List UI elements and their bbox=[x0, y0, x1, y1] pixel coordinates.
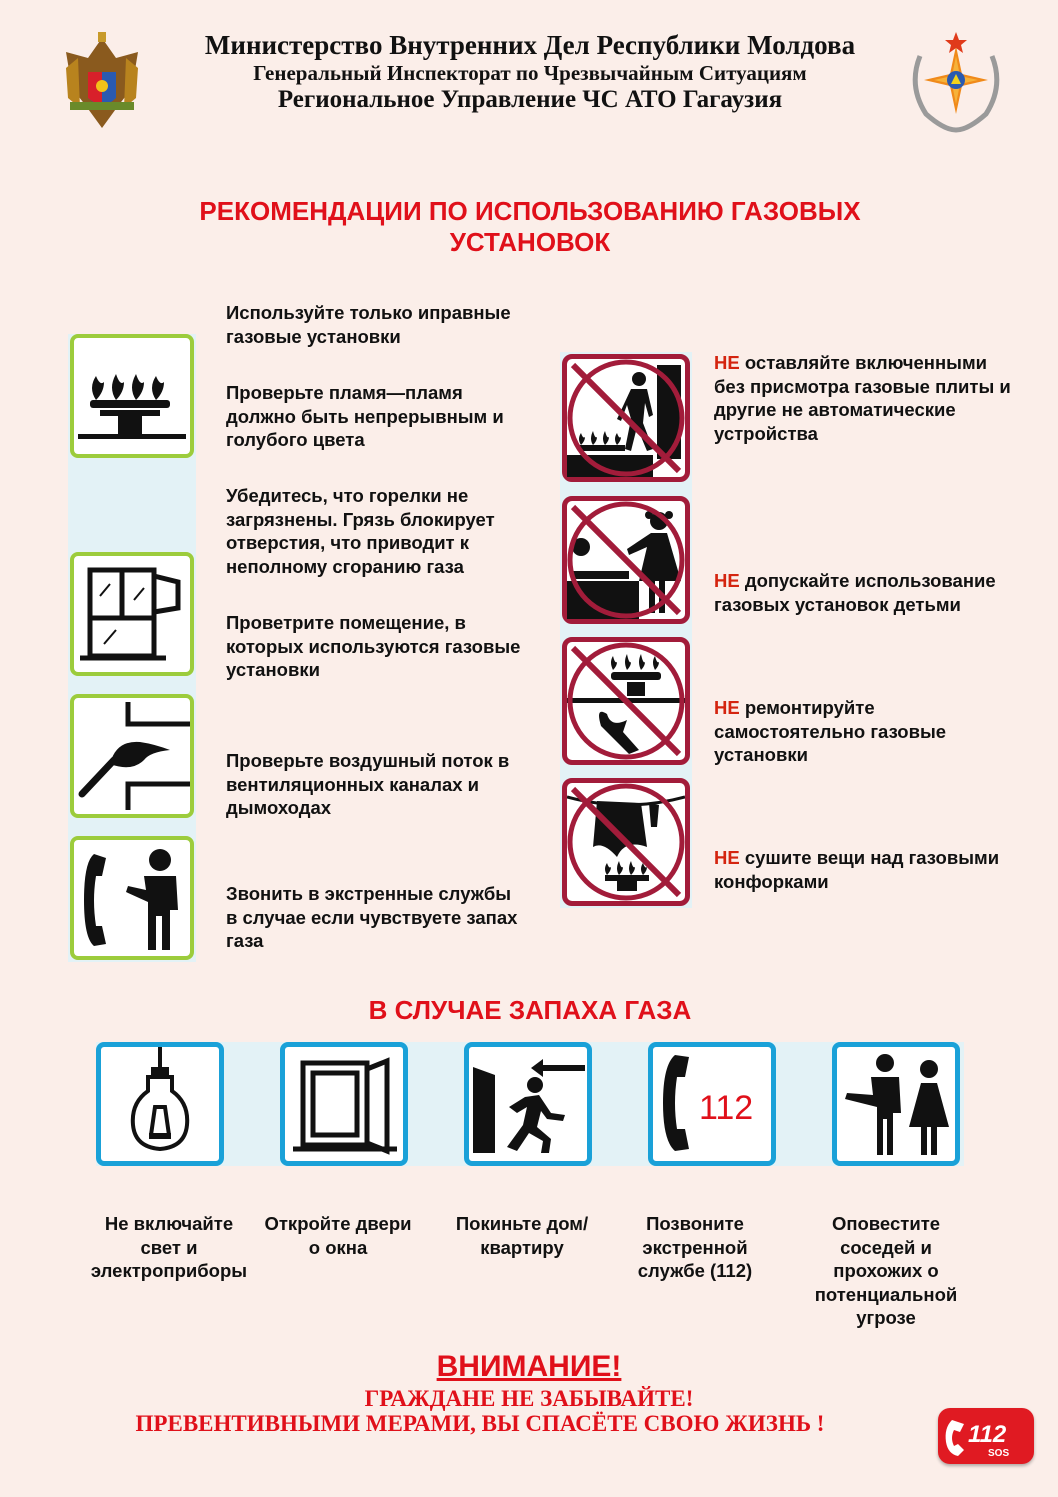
badge-number: 112 bbox=[968, 1421, 1007, 1448]
emergency-phone-icon bbox=[653, 1047, 771, 1161]
exit-running-icon bbox=[469, 1047, 587, 1161]
phone-number: 112 bbox=[699, 1089, 754, 1127]
call-icon-box bbox=[70, 836, 194, 960]
people-notify-icon bbox=[837, 1047, 955, 1161]
action-caption-4: Позвоните экстренной службе (112) bbox=[637, 1213, 753, 1281]
sos-phone-icon bbox=[938, 1408, 1034, 1464]
burner-icon-box bbox=[70, 334, 194, 458]
open-door-box bbox=[280, 1042, 408, 1166]
prohibition-3: НЕ ремонтируйте самостоятельно газовые установки bbox=[714, 697, 947, 765]
header-inspectorate: Генеральный Инспекторат по Чрезвычайным Ситуациям bbox=[253, 61, 807, 85]
recommendation-3: Убедитесь, что горелки не загрязнены. Грязь блокирует отверстия, что приводит к неполному сгоранию газа bbox=[226, 485, 495, 577]
header-regional-office: Региональное Управление ЧС АТО Гагаузия bbox=[277, 86, 783, 113]
emergency-service-emblem-icon bbox=[904, 26, 1008, 136]
phone-person-icon bbox=[74, 840, 190, 956]
window-icon-box bbox=[70, 552, 194, 676]
gas-burner-icon bbox=[74, 338, 190, 454]
drying-clothes-icon bbox=[567, 783, 685, 901]
action-caption-1: Не включайте свет и электроприборы bbox=[90, 1213, 248, 1281]
recommendation-1: Используйте только иправные газовые установки bbox=[226, 302, 511, 347]
unattended-stove-box bbox=[562, 354, 690, 482]
gas-smell-title: В СЛУЧАЕ ЗАПАХА ГАЗА bbox=[368, 995, 692, 1025]
attention-heading: ВНИМАНИЕ! bbox=[436, 1350, 622, 1383]
ventilation-match-icon bbox=[74, 698, 190, 814]
open-door-icon bbox=[285, 1047, 403, 1161]
recommendation-4: Проветрите помещение, в которых используются газовые установки bbox=[226, 612, 521, 680]
recommendation-5: Проверьте воздушный поток в вентиляционных каналах и дымоходах bbox=[226, 750, 510, 818]
notify-neighbors-box bbox=[832, 1042, 960, 1166]
prohibition-1: НЕ оставляйте включенными без присмотра газовые плиты и другие не автоматические устройства bbox=[714, 352, 1011, 444]
prohibition-2: НЕ допускайте использование газовых установок детьми bbox=[714, 570, 996, 615]
action-caption-2: Откройте двери о окна bbox=[264, 1213, 412, 1258]
exit-box bbox=[464, 1042, 592, 1166]
children-box bbox=[562, 496, 690, 624]
moldova-coat-of-arms-icon bbox=[58, 28, 146, 136]
emergency-call-box bbox=[648, 1042, 776, 1166]
recommendation-6: Звонить в экстренные службы в случае если чувствуете запах газа bbox=[226, 883, 518, 951]
warning-line-2: ПРЕВЕНТИВНЫМИ МЕРАМИ, ВЫ СПАСЁТЕ СВОЮ ЖИЗНЬ ! bbox=[135, 1411, 825, 1436]
prohibition-4: НЕ сушите вещи над газовыми конфорками bbox=[714, 847, 1000, 892]
emergency-112-badge bbox=[938, 1408, 1034, 1464]
warning-line-1: ГРАЖДАНЕ НЕ ЗАБЫВАЙТЕ! bbox=[364, 1386, 694, 1411]
action-caption-3: Покиньте дом/квартиру bbox=[455, 1213, 589, 1258]
badge-sos: SOS bbox=[988, 1448, 1010, 1459]
page-title: РЕКОМЕНДАЦИИ ПО ИСПОЛЬЗОВАНИЮ ГАЗОВЫХ УСТАНОВОК bbox=[199, 196, 861, 257]
light-bulb-box bbox=[96, 1042, 224, 1166]
drying-box bbox=[562, 778, 690, 906]
unattended-stove-icon bbox=[567, 359, 685, 477]
light-bulb-icon bbox=[101, 1047, 219, 1161]
header-ministry: Министерство Внутренних Дел Республики Молдова bbox=[204, 30, 856, 60]
vent-icon-box bbox=[70, 694, 194, 818]
repair-box bbox=[562, 637, 690, 765]
action-caption-5: Оповестите соседей и прохожих о потенциальной угрозе bbox=[814, 1213, 958, 1328]
child-stove-icon bbox=[567, 501, 685, 619]
recommendation-2: Проверьте пламя—пламя должно быть непрерывным и голубого цвета bbox=[226, 382, 504, 450]
open-window-icon bbox=[74, 556, 190, 672]
wrench-repair-icon bbox=[567, 642, 685, 760]
